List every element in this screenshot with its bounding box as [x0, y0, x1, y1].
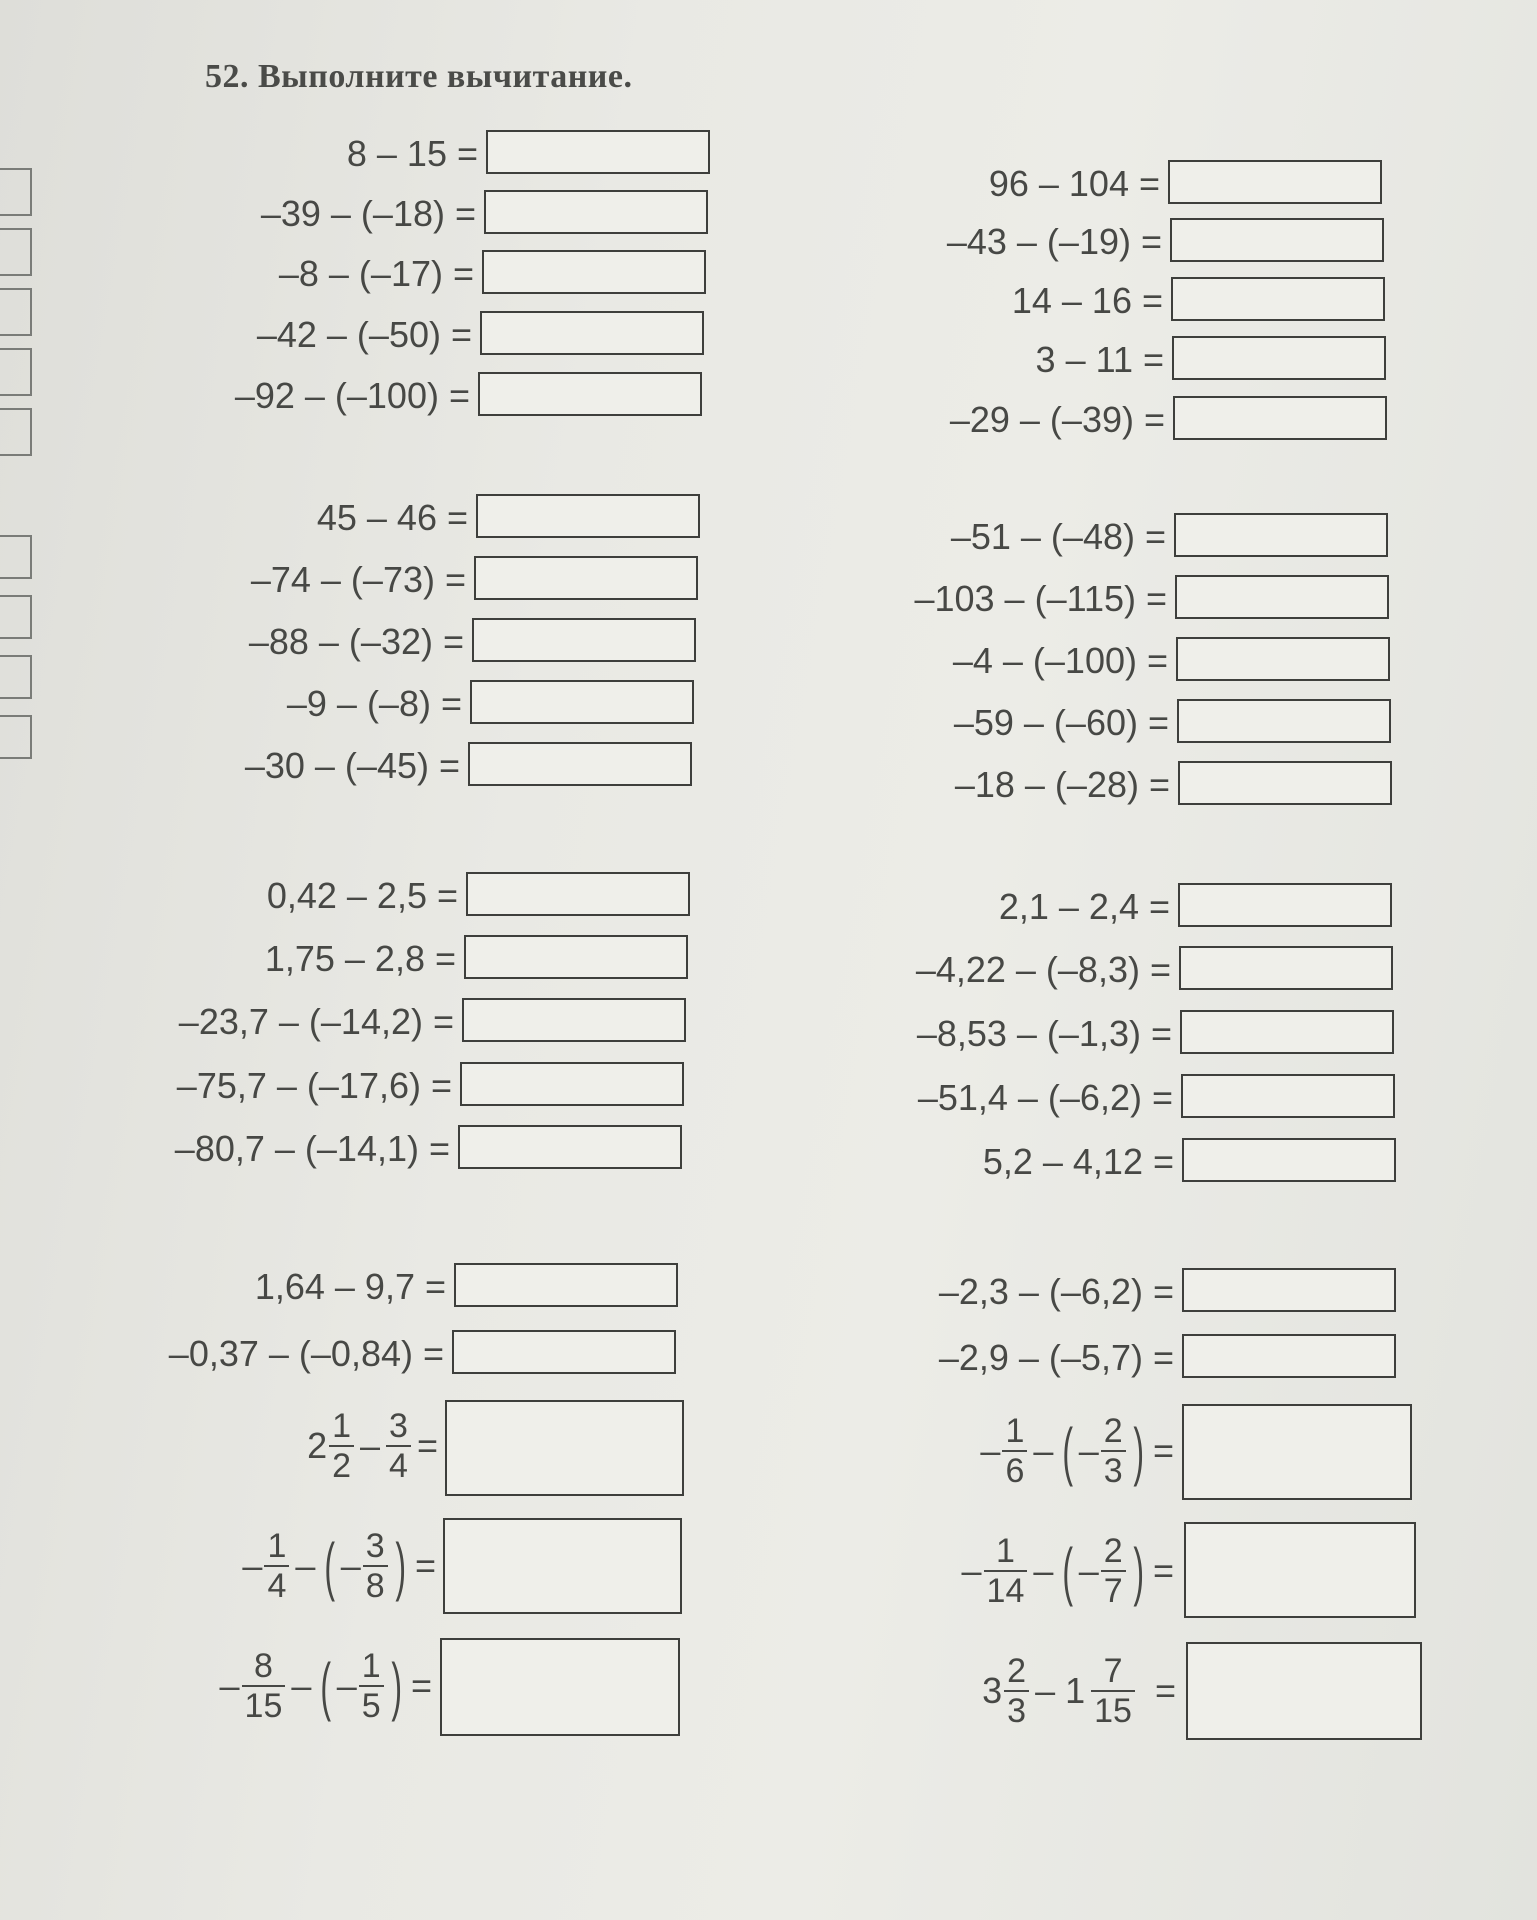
answer-box[interactable] — [1182, 1334, 1396, 1378]
answer-box[interactable] — [1178, 883, 1392, 927]
expression: 3 $\frac{2}{3}$ – 1 $\frac{7}{15}$ = — [982, 1652, 1176, 1730]
equals-sign: = — [1152, 1430, 1174, 1471]
expression: 45 – 46 = — [316, 497, 468, 538]
exercise-row — [0, 701, 1169, 761]
fraction-row-right-2 — [0, 1525, 1178, 1610]
answer-box[interactable] — [1173, 396, 1387, 440]
fraction-row-right-3 — [0, 1645, 1180, 1730]
fraction: $\frac{7}{15}$ — [1091, 1652, 1135, 1730]
fraction: $\frac{2}{3}$ — [1101, 1412, 1126, 1490]
expression: –80,7 – (–14,1) = — [174, 1128, 450, 1169]
answer-box[interactable] — [1178, 761, 1392, 805]
expression: – $\frac{1}{6}$ – ( – $\frac{2}{3}$ ) = — [980, 1412, 1174, 1490]
expression: –51 – (–48) = — [950, 516, 1166, 557]
expression: –29 – (–39) = — [949, 399, 1165, 440]
expression: 1,75 – 2,8 = — [264, 938, 456, 979]
expression: –88 – (–32) = — [248, 621, 464, 662]
expression: –74 – (–73) = — [250, 559, 466, 600]
expression: –4,22 – (–8,3) = — [915, 949, 1171, 990]
exercise-row — [0, 948, 1171, 1008]
fraction: $\frac{1}{2}$ — [329, 1407, 354, 1485]
expression: 14 – 16 = — [1011, 280, 1163, 321]
exercise-row — [0, 1140, 1174, 1200]
fraction: $\frac{3}{8}$ — [363, 1527, 388, 1605]
answer-box[interactable] — [1180, 1010, 1394, 1054]
expression: –2,3 – (–6,2) = — [938, 1271, 1174, 1312]
exercise-title: 52. Выполните вычитание. — [205, 58, 633, 95]
expression: – $\frac{1}{4}$ – ( – $\frac{3}{8}$ ) = — [242, 1527, 436, 1605]
expression: 8 – 15 = — [346, 133, 478, 174]
expression: –92 – (–100) = — [234, 375, 470, 416]
expression: –2,9 – (–5,7) = — [938, 1337, 1174, 1378]
expression: 3 – 11 = — [1035, 339, 1164, 380]
expression: –39 – (–18) = — [260, 193, 476, 234]
expression: – $\frac{8}{15}$ – ( – $\frac{1}{5}$ ) = — [219, 1647, 432, 1725]
exercise-row — [0, 763, 1170, 823]
exercise-row — [0, 515, 1166, 575]
expression: –8,53 – (–1,3) = — [916, 1013, 1172, 1054]
answer-box[interactable] — [1170, 218, 1384, 262]
answer-box[interactable] — [1171, 277, 1385, 321]
exercise-row — [0, 220, 1162, 280]
exercise-row — [0, 1012, 1172, 1072]
fraction: $\frac{2}{3}$ — [1004, 1652, 1029, 1730]
expression: –75,7 – (–17,6) = — [176, 1065, 452, 1106]
exercise-row — [0, 639, 1168, 699]
expression: –0,37 – (–0,84) = — [168, 1333, 444, 1374]
whole-part: 2 — [307, 1425, 328, 1466]
minus-sign: – — [1033, 1430, 1054, 1471]
expression: –23,7 – (–14,2) = — [178, 1001, 454, 1042]
minus-sign: – — [291, 1665, 312, 1706]
exercise-row — [0, 162, 1160, 222]
fraction: $\frac{1}{5}$ — [359, 1647, 384, 1725]
fraction: $\frac{8}{15}$ — [242, 1647, 286, 1725]
answer-box[interactable] — [1182, 1268, 1396, 1312]
exercise-row — [0, 1336, 1174, 1396]
fraction: $\frac{1}{4}$ — [264, 1527, 289, 1605]
expression: 1,64 – 9,7 = — [254, 1266, 446, 1307]
answer-box[interactable] — [1172, 336, 1386, 380]
exercise-row — [0, 398, 1165, 458]
answer-box[interactable] — [1176, 637, 1390, 681]
expression: 5,2 – 4,12 = — [982, 1141, 1174, 1182]
answer-box[interactable] — [1168, 160, 1382, 204]
expression: –103 – (–115) = — [914, 578, 1167, 619]
exercise-row — [0, 279, 1163, 339]
exercise-row — [0, 1076, 1173, 1136]
fraction-row-right-1 — [0, 1405, 1178, 1490]
exercise-row — [0, 885, 1170, 945]
equals-sign: = — [416, 1425, 438, 1466]
expression: –9 – (–8) = — [286, 683, 462, 724]
equals-sign: = — [1154, 1670, 1176, 1711]
exercise-row — [0, 338, 1164, 398]
minus-sign: – — [360, 1425, 381, 1466]
exercise-row — [0, 1270, 1174, 1330]
expression: –30 – (–45) = — [244, 745, 460, 786]
answer-box[interactable] — [1182, 1138, 1396, 1182]
expression: –4 – (–100) = — [952, 640, 1168, 681]
answer-box[interactable] — [1175, 575, 1389, 619]
minus-sign: – — [1033, 1550, 1054, 1591]
answer-box[interactable] — [1179, 946, 1393, 990]
expression: – $\frac{1}{14}$ – ( – $\frac{2}{7}$ ) = — [961, 1532, 1174, 1610]
equals-sign: = — [1152, 1550, 1174, 1591]
expression: 0,42 – 2,5 = — [266, 875, 458, 916]
expression: 96 – 104 = — [988, 163, 1160, 204]
equals-sign: = — [414, 1545, 436, 1586]
expression: –59 – (–60) = — [953, 702, 1169, 743]
answer-box[interactable] — [1181, 1074, 1395, 1118]
fraction: $\frac{2}{7}$ — [1101, 1532, 1126, 1610]
expression: 2,1 – 2,4 = — [998, 886, 1170, 927]
minus-sign: – 1 — [1035, 1670, 1086, 1711]
expression: –8 – (–17) = — [278, 253, 474, 294]
exercise-row — [0, 577, 1167, 637]
fraction: $\frac{1}{6}$ — [1002, 1412, 1027, 1490]
answer-box[interactable] — [1184, 1522, 1416, 1618]
expression: –42 – (–50) = — [256, 314, 472, 355]
fraction: $\frac{3}{4}$ — [386, 1407, 411, 1485]
answer-box[interactable] — [1182, 1404, 1412, 1500]
expression: –43 – (–19) = — [946, 221, 1162, 262]
answer-box[interactable] — [1174, 513, 1388, 557]
expression: –18 – (–28) = — [954, 764, 1170, 805]
answer-box[interactable] — [1177, 699, 1391, 743]
fraction: $\frac{1}{14}$ — [984, 1532, 1028, 1610]
answer-box[interactable] — [1186, 1642, 1422, 1740]
expression: –51,4 – (–6,2) = — [917, 1077, 1173, 1118]
equals-sign: = — [410, 1665, 432, 1706]
minus-sign: – — [295, 1545, 316, 1586]
